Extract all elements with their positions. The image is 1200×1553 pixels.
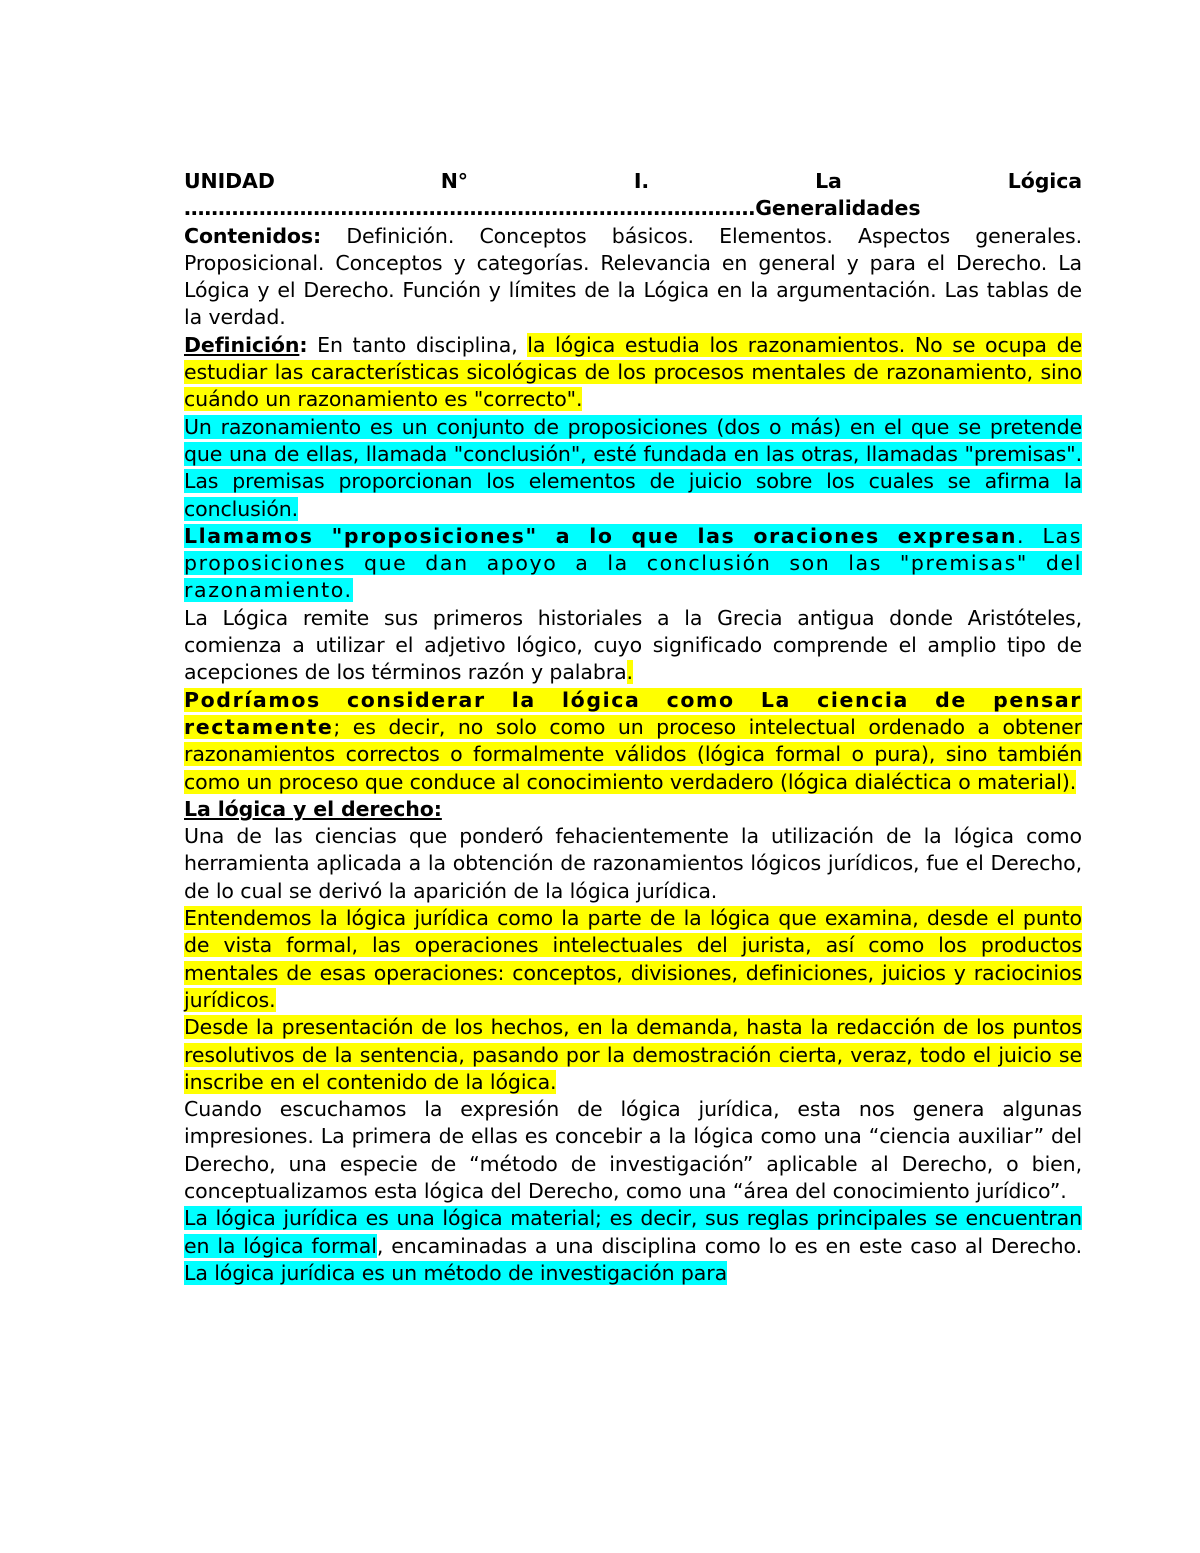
reasoning-paragraph <box>184 414 1082 523</box>
material-logic-middle: , encaminadas a una disciplina como lo es en este caso al Derecho. <box>376 1233 1082 1258</box>
definition-colon: : <box>299 332 308 357</box>
impressions-paragraph: Cuando escuchamos la expresión de lógica jurídica, esta nos genera algunas impresiones. La primera de ellas es concebir a la lógica como una “ciencia auxiliar” del Derecho, una especie de “método de investigación” aplicable al Derecho, o bien, conceptualizamos esta lógica del Derecho, como una “área del conocimiento jurídico”. <box>184 1097 1082 1203</box>
material-logic-highlight: La lógica jurídica es una lógica material; es decir, sus reglas principales se encuentran en la lógica formal <box>184 1206 1082 1258</box>
reasoning-text: Un razonamiento es un conjunto de proposiciones (dos o más) en el que se pretende que una de ellas, llamada "conclusión", esté fundada en las otras, llamadas "premisas". Las premisas proporcionan los elementos de juicio sobre los cuales se afirma la conclusión. <box>184 414 1082 521</box>
material-logic-paragraph <box>184 1205 1082 1287</box>
title-unidad: UNIDAD <box>184 169 275 193</box>
title-roman: I. <box>633 169 650 193</box>
law-paragraph: Una de las ciencias que ponderó fehacientemente la utilización de la lógica como herramienta aplicada a la obtención de razonamientos lógicos jurídicos, fue el Derecho, de lo cual se derivó la aparición de la lógica jurídica. <box>184 824 1082 903</box>
history-period: . <box>626 660 633 685</box>
title-la: La <box>815 169 842 193</box>
history-text: La Lógica remite sus primeros historiales a la Grecia antigua donde Aristóteles, comienza a utilizar el adjetivo lógico, cuyo significado comprende el amplio tipo de acepciones de los términos razón y palabra <box>184 605 1082 685</box>
definition-label: Definición <box>184 332 300 357</box>
propositions-rest: . Las proposiciones que dan apoyo a la conclusión son las "premisas" del razonamiento. <box>184 523 1082 603</box>
definition-intro: En tanto disciplina, <box>307 332 528 357</box>
history-paragraph <box>184 605 1082 687</box>
material-logic-highlight2: La lógica jurídica es un método de investigación para <box>184 1260 728 1285</box>
trial-text: Desde la presentación de los hechos, en la demanda, hasta la redacción de los puntos resolutivos de la sentencia, pasando por la demostración cierta, veraz, todo el juicio se inscribe en el contenido de la lógica. <box>184 1015 1082 1094</box>
science-bold: Podríamos considerar la lógica como La ciencia de pensar rectamente <box>184 687 1082 739</box>
dot-leader: ………………………………………………………………………… <box>184 196 756 221</box>
subtitle-generalidades: Generalidades <box>755 196 921 221</box>
document-body <box>184 168 1082 1287</box>
unit-title <box>184 168 1082 195</box>
legal-logic-text: Entendemos la lógica jurídica como la parte de la lógica que examina, desde el punto de vista formal, las operaciones intelectuales del jurista, así como los productos mentales de esas operaciones: conceptos, divisiones, definiciones, juicios y raciocinios jurídicos. <box>184 906 1082 1012</box>
contents-paragraph <box>184 223 1082 332</box>
propositions-paragraph <box>184 523 1082 605</box>
title-numero: N° <box>440 169 468 193</box>
definition-paragraph <box>184 332 1082 414</box>
subtitle-line <box>184 195 1082 222</box>
contents-label: Contenidos: <box>184 223 322 248</box>
definition-highlight: la lógica estudia los razonamientos. No se ocupa de estudiar las características sicológicas de los procesos mentales de razonamiento, sino cuándo un razonamiento es "correcto". <box>184 332 1082 412</box>
science-rest: ; es decir, no solo como un proceso intelectual ordenado a obtener razonamientos correctos o formalmente válidos (lógica formal o pura), sino también como un proceso que conduce al conocimiento verdadero (lógica dialéctica o material). <box>184 714 1082 794</box>
title-logica: Lógica <box>1007 169 1082 193</box>
contents-text: Definición. Conceptos básicos. Elementos. Aspectos generales. Proposicional. Conceptos y categorías. Relevancia en general y para el Derecho. La Lógica y el Derecho. Función y límites de la Lógica en la argumentación. Las tablas de la verdad. <box>184 223 1082 330</box>
section-heading: La lógica y el derecho: <box>184 796 442 821</box>
propositions-bold: Llamamos "proposiciones" a lo que las oraciones expresan <box>184 523 1018 548</box>
trial-paragraph <box>184 1014 1082 1096</box>
science-paragraph <box>184 687 1082 796</box>
legal-logic-paragraph <box>184 905 1082 1014</box>
